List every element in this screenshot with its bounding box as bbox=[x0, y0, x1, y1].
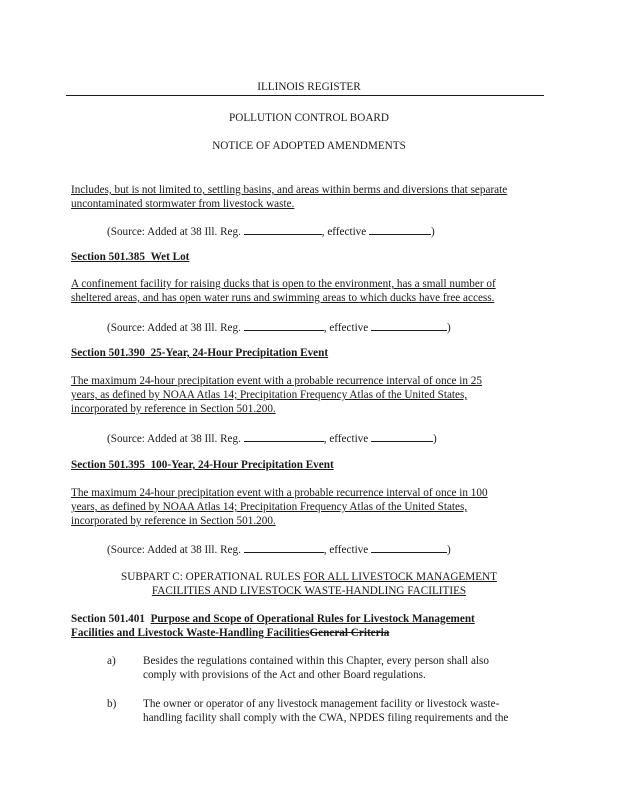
intro-line-2: uncontaminated stormwater from livestock waste. bbox=[71, 198, 295, 210]
item-b-line-2: handling facility shall comply with the CWA, NPDES filing requirements and the bbox=[143, 712, 509, 724]
source-note-3 bbox=[107, 430, 437, 446]
effective-blank bbox=[371, 541, 447, 553]
section-number: Section 501.390 bbox=[71, 347, 145, 359]
sec395-line-3: incorporated by reference in Section 501.200. bbox=[71, 515, 276, 527]
item-b-label: b) bbox=[107, 698, 117, 710]
subpart-lead: SUBPART C: OPERATIONAL RULES bbox=[121, 571, 301, 583]
section-title: 25-Year, 24-Hour Precipitation Event bbox=[150, 347, 329, 359]
source-suffix: ) bbox=[447, 544, 451, 556]
source-mid: , effective bbox=[323, 544, 369, 556]
register-title: ILLINOIS REGISTER bbox=[257, 81, 361, 93]
item-a-label: a) bbox=[107, 655, 116, 667]
sec385-line-2: sheltered areas, and has open water runs and swimming areas to which ducks have free access. bbox=[71, 292, 495, 304]
section-title-added-cont: Facilities and Livestock Waste-Handling Facilities bbox=[71, 627, 310, 639]
section-number: Section 501.401 bbox=[71, 613, 145, 625]
sec390-line-3: incorporated by reference in Section 501.200. bbox=[71, 403, 276, 415]
subpart-heading-line-2: FACILITIES AND LIVESTOCK WASTE-HANDLING FACILITIES bbox=[151, 585, 467, 597]
item-b-line-1: The owner or operator of any livestock management facility or livestock waste- bbox=[143, 698, 500, 710]
source-mid: , effective bbox=[321, 226, 367, 238]
sec390-line-2: years, as defined by NOAA Atlas 14; Precipitation Frequency Atlas of the United States, bbox=[71, 389, 468, 401]
source-mid: , effective bbox=[323, 433, 369, 445]
section-501-401-heading-line-1 bbox=[71, 612, 475, 626]
sec395-line-1: The maximum 24-hour precipitation event with a probable recurrence interval of once in 100 bbox=[71, 487, 488, 499]
sec390-line-1: The maximum 24-hour precipitation event with a probable recurrence interval of once in 25 bbox=[71, 375, 482, 387]
sec395-line-2: years, as defined by NOAA Atlas 14; Precipitation Frequency Atlas of the United States, bbox=[71, 501, 468, 513]
section-title: Wet Lot bbox=[150, 251, 190, 263]
intro-line-1: Includes, but is not limited to, settling basins, and areas within berms and diversions that separate bbox=[71, 184, 508, 196]
source-suffix: ) bbox=[433, 433, 437, 445]
section-501-385-heading bbox=[71, 250, 189, 264]
reg-blank bbox=[244, 223, 322, 235]
header-rule bbox=[66, 95, 544, 96]
section-number: Section 501.385 bbox=[71, 251, 145, 263]
item-a-line-1: Besides the regulations contained within this Chapter, every person shall also bbox=[143, 655, 489, 667]
source-suffix: ) bbox=[431, 226, 435, 238]
source-suffix: ) bbox=[447, 322, 451, 334]
notice-title: NOTICE OF ADOPTED AMENDMENTS bbox=[212, 140, 406, 152]
source-note-1 bbox=[107, 223, 435, 239]
section-501-401-heading-line-2 bbox=[71, 626, 389, 640]
reg-blank bbox=[244, 319, 324, 331]
subpart-heading-line-1 bbox=[0, 570, 618, 584]
reg-blank bbox=[244, 541, 324, 553]
effective-blank bbox=[371, 430, 433, 442]
source-mid: , effective bbox=[323, 322, 369, 334]
section-title: 100-Year, 24-Hour Precipitation Event bbox=[150, 459, 334, 471]
source-prefix: (Source: Added at 38 Ill. Reg. bbox=[107, 322, 241, 334]
source-note-4 bbox=[107, 541, 451, 557]
item-a-line-2: comply with provisions of the Act and other Board regulations. bbox=[143, 669, 426, 681]
section-number: Section 501.395 bbox=[71, 459, 145, 471]
source-prefix: (Source: Added at 38 Ill. Reg. bbox=[107, 226, 241, 238]
sec385-line-1: A confinement facility for raising ducks that is open to the environment, has a small number of bbox=[71, 278, 496, 290]
section-title-deleted: General Criteria bbox=[309, 627, 390, 639]
source-prefix: (Source: Added at 38 Ill. Reg. bbox=[107, 433, 241, 445]
source-prefix: (Source: Added at 38 Ill. Reg. bbox=[107, 544, 241, 556]
reg-blank bbox=[244, 430, 324, 442]
source-note-2 bbox=[107, 319, 451, 335]
effective-blank bbox=[371, 319, 447, 331]
section-501-390-heading bbox=[71, 346, 328, 360]
effective-blank bbox=[369, 223, 431, 235]
section-title-added: Purpose and Scope of Operational Rules for Livestock Management bbox=[150, 613, 475, 625]
board-title: POLLUTION CONTROL BOARD bbox=[229, 112, 389, 124]
section-501-395-heading bbox=[71, 458, 334, 472]
subpart-added-text: FOR ALL LIVESTOCK MANAGEMENT bbox=[303, 571, 497, 583]
